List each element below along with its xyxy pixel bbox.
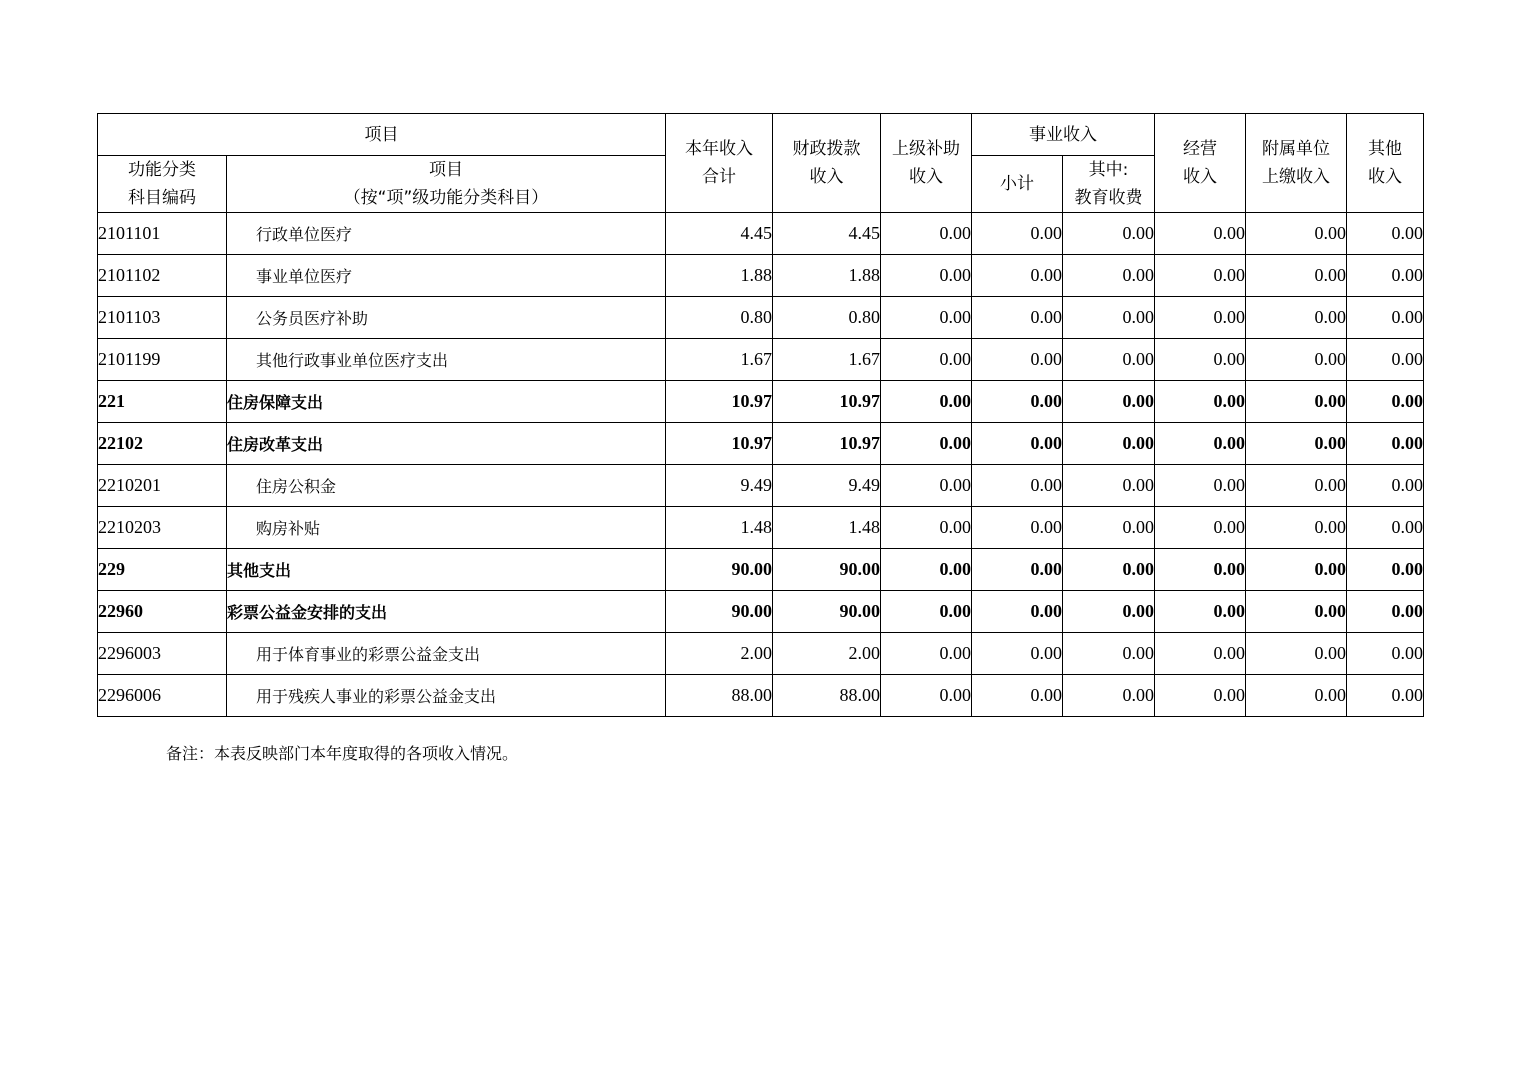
header-affiliate-income: 附属单位 上缴收入 <box>1246 114 1347 213</box>
row-operating: 0.00 <box>1155 381 1246 423</box>
row-affiliate: 0.00 <box>1246 381 1347 423</box>
row-total: 0.80 <box>666 297 773 339</box>
table-row <box>98 633 1424 675</box>
row-superior: 0.00 <box>881 297 972 339</box>
row-affiliate: 0.00 <box>1246 213 1347 255</box>
table-row <box>98 591 1424 633</box>
row-name: 事业单位医疗 <box>227 255 666 297</box>
row-business: 0.00 <box>972 381 1063 423</box>
row-fiscal: 10.97 <box>773 423 881 465</box>
row-operating: 0.00 <box>1155 213 1246 255</box>
row-fiscal: 9.49 <box>773 465 881 507</box>
row-superior: 0.00 <box>881 591 972 633</box>
row-operating: 0.00 <box>1155 465 1246 507</box>
row-business: 0.00 <box>972 549 1063 591</box>
row-fiscal: 1.67 <box>773 339 881 381</box>
row-code: 2101103 <box>98 297 227 339</box>
header-other-income: 其他 收入 <box>1347 114 1424 213</box>
row-operating: 0.00 <box>1155 255 1246 297</box>
header-project-group: 项目 <box>98 114 666 156</box>
row-other: 0.00 <box>1347 297 1424 339</box>
row-business: 0.00 <box>972 255 1063 297</box>
row-affiliate: 0.00 <box>1246 465 1347 507</box>
row-superior: 0.00 <box>881 339 972 381</box>
row-operating: 0.00 <box>1155 591 1246 633</box>
row-edu: 0.00 <box>1063 339 1155 381</box>
header-business-income-group: 事业收入 <box>972 114 1155 156</box>
row-name: 住房保障支出 <box>227 381 666 423</box>
row-code: 2101102 <box>98 255 227 297</box>
row-edu: 0.00 <box>1063 297 1155 339</box>
row-other: 0.00 <box>1347 675 1424 717</box>
row-fiscal: 4.45 <box>773 213 881 255</box>
table-row <box>98 423 1424 465</box>
row-business: 0.00 <box>972 465 1063 507</box>
row-fiscal: 1.48 <box>773 507 881 549</box>
row-affiliate: 0.00 <box>1246 549 1347 591</box>
row-total: 88.00 <box>666 675 773 717</box>
row-other: 0.00 <box>1347 255 1424 297</box>
table-row <box>98 297 1424 339</box>
row-affiliate: 0.00 <box>1246 633 1347 675</box>
row-code: 2296003 <box>98 633 227 675</box>
row-edu: 0.00 <box>1063 633 1155 675</box>
row-edu: 0.00 <box>1063 549 1155 591</box>
row-affiliate: 0.00 <box>1246 591 1347 633</box>
row-affiliate: 0.00 <box>1246 297 1347 339</box>
row-affiliate: 0.00 <box>1246 423 1347 465</box>
row-other: 0.00 <box>1347 213 1424 255</box>
table-row <box>98 381 1424 423</box>
row-affiliate: 0.00 <box>1246 255 1347 297</box>
table-row <box>98 255 1424 297</box>
row-total: 9.49 <box>666 465 773 507</box>
row-other: 0.00 <box>1347 339 1424 381</box>
row-superior: 0.00 <box>881 423 972 465</box>
header-total-income: 本年收入 合计 <box>666 114 773 213</box>
row-edu: 0.00 <box>1063 255 1155 297</box>
table-row <box>98 675 1424 717</box>
row-name: 用于体育事业的彩票公益金支出 <box>227 633 666 675</box>
row-operating: 0.00 <box>1155 633 1246 675</box>
row-business: 0.00 <box>972 339 1063 381</box>
table-row <box>98 339 1424 381</box>
row-other: 0.00 <box>1347 633 1424 675</box>
row-superior: 0.00 <box>881 549 972 591</box>
row-code: 2101101 <box>98 213 227 255</box>
row-other: 0.00 <box>1347 423 1424 465</box>
row-business: 0.00 <box>972 507 1063 549</box>
table-row <box>98 549 1424 591</box>
row-code: 229 <box>98 549 227 591</box>
row-fiscal: 0.80 <box>773 297 881 339</box>
row-affiliate: 0.00 <box>1246 339 1347 381</box>
row-business: 0.00 <box>972 675 1063 717</box>
row-name: 彩票公益金安排的支出 <box>227 591 666 633</box>
row-total: 10.97 <box>666 423 773 465</box>
row-other: 0.00 <box>1347 381 1424 423</box>
row-operating: 0.00 <box>1155 549 1246 591</box>
row-total: 2.00 <box>666 633 773 675</box>
row-operating: 0.00 <box>1155 339 1246 381</box>
row-business: 0.00 <box>972 633 1063 675</box>
row-superior: 0.00 <box>881 507 972 549</box>
row-edu: 0.00 <box>1063 507 1155 549</box>
row-name: 其他支出 <box>227 549 666 591</box>
row-name: 住房改革支出 <box>227 423 666 465</box>
row-other: 0.00 <box>1347 507 1424 549</box>
row-other: 0.00 <box>1347 549 1424 591</box>
row-edu: 0.00 <box>1063 591 1155 633</box>
row-business: 0.00 <box>972 423 1063 465</box>
row-operating: 0.00 <box>1155 675 1246 717</box>
row-name: 住房公积金 <box>227 465 666 507</box>
row-edu: 0.00 <box>1063 213 1155 255</box>
row-total: 1.48 <box>666 507 773 549</box>
row-operating: 0.00 <box>1155 423 1246 465</box>
income-table <box>97 113 1424 717</box>
table-row <box>98 465 1424 507</box>
header-education-fees: 其中: 教育收费 <box>1063 156 1155 213</box>
row-name: 行政单位医疗 <box>227 213 666 255</box>
row-superior: 0.00 <box>881 675 972 717</box>
row-total: 1.67 <box>666 339 773 381</box>
row-total: 4.45 <box>666 213 773 255</box>
row-code: 2210203 <box>98 507 227 549</box>
row-fiscal: 90.00 <box>773 591 881 633</box>
row-superior: 0.00 <box>881 381 972 423</box>
row-edu: 0.00 <box>1063 381 1155 423</box>
table-row <box>98 507 1424 549</box>
row-superior: 0.00 <box>881 465 972 507</box>
row-affiliate: 0.00 <box>1246 675 1347 717</box>
row-other: 0.00 <box>1347 465 1424 507</box>
row-operating: 0.00 <box>1155 507 1246 549</box>
row-edu: 0.00 <box>1063 675 1155 717</box>
row-fiscal: 2.00 <box>773 633 881 675</box>
header-business-subtotal: 小计 <box>972 156 1063 213</box>
header-project-name: 项目 （按“项”级功能分类科目） <box>227 156 666 213</box>
row-total: 90.00 <box>666 549 773 591</box>
row-superior: 0.00 <box>881 255 972 297</box>
row-code: 2296006 <box>98 675 227 717</box>
table-footnote: 备注：本表反映部门本年度取得的各项收入情况。 <box>166 744 519 763</box>
row-fiscal: 90.00 <box>773 549 881 591</box>
row-affiliate: 0.00 <box>1246 507 1347 549</box>
row-code: 22960 <box>98 591 227 633</box>
row-name: 用于残疾人事业的彩票公益金支出 <box>227 675 666 717</box>
row-business: 0.00 <box>972 591 1063 633</box>
row-name: 公务员医疗补助 <box>227 297 666 339</box>
row-total: 10.97 <box>666 381 773 423</box>
row-edu: 0.00 <box>1063 423 1155 465</box>
row-business: 0.00 <box>972 213 1063 255</box>
row-name: 其他行政事业单位医疗支出 <box>227 339 666 381</box>
row-total: 1.88 <box>666 255 773 297</box>
row-edu: 0.00 <box>1063 465 1155 507</box>
row-superior: 0.00 <box>881 633 972 675</box>
row-code: 221 <box>98 381 227 423</box>
income-table-container <box>97 113 1423 717</box>
row-total: 90.00 <box>666 591 773 633</box>
table-row <box>98 213 1424 255</box>
row-fiscal: 10.97 <box>773 381 881 423</box>
row-name: 购房补贴 <box>227 507 666 549</box>
row-fiscal: 88.00 <box>773 675 881 717</box>
row-code: 2210201 <box>98 465 227 507</box>
header-superior-subsidy: 上级补助 收入 <box>881 114 972 213</box>
row-fiscal: 1.88 <box>773 255 881 297</box>
header-function-code: 功能分类 科目编码 <box>98 156 227 213</box>
row-code: 2101199 <box>98 339 227 381</box>
row-operating: 0.00 <box>1155 297 1246 339</box>
row-other: 0.00 <box>1347 591 1424 633</box>
row-code: 22102 <box>98 423 227 465</box>
row-superior: 0.00 <box>881 213 972 255</box>
header-operating-income: 经营 收入 <box>1155 114 1246 213</box>
header-fiscal-income: 财政拨款 收入 <box>773 114 881 213</box>
row-business: 0.00 <box>972 297 1063 339</box>
